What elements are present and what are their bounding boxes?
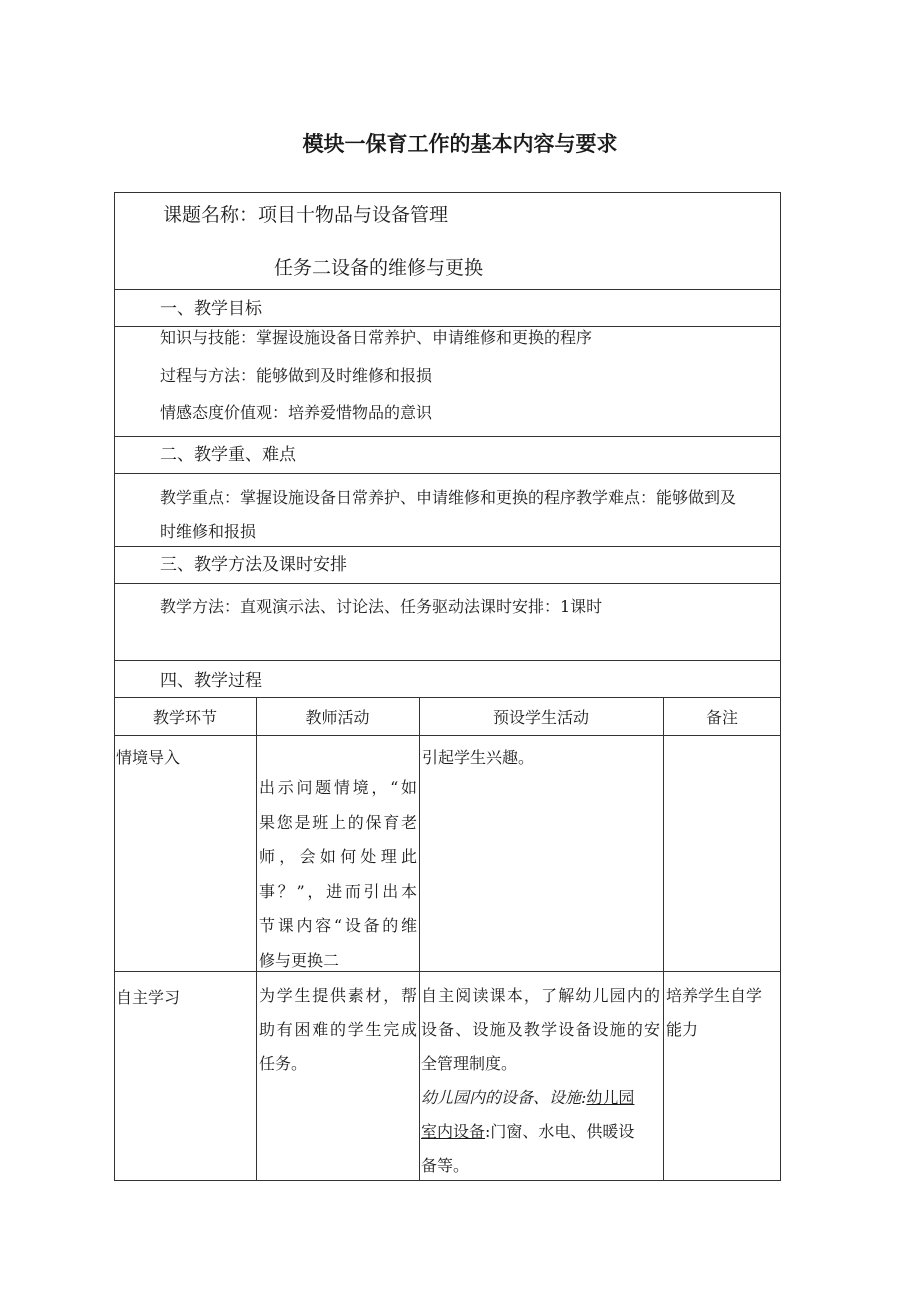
teacher-activity-cell [259,771,417,978]
row-divider [114,546,781,547]
text-line: 师，会如何处理此 [259,847,417,866]
text-line [421,1115,660,1149]
section-heading-process: 四、教学过程 [160,671,262,691]
methods-text: 教学方法：直观演示法、讨论法、任务驱动法课时安排：1课时 [160,597,603,616]
document-title: 模块一保育工作的基本内容与要求 [302,132,618,156]
text-line: 修与更换二 [259,950,340,970]
text-line: 备等。 [421,1156,470,1175]
row-divider [114,660,781,661]
column-divider [256,697,257,1181]
facilities-link: 幼儿园 [586,1088,635,1107]
course-task: 任务二设备的维修与更换 [274,257,484,279]
student-activity-cell: 引起学生兴趣。 [422,748,535,767]
column-header-stage: 教学环节 [152,708,217,727]
key-points-line-2: 时维修和报损 [160,522,257,541]
row-divider [114,436,781,437]
column-divider [663,697,664,1181]
text-line: 自主阅读课本，了解幼儿园内的 [421,986,660,1005]
row-divider [114,697,781,698]
column-header-teacher: 教师活动 [305,708,370,727]
text-line: 培养学生自学 [666,986,763,1005]
column-header-student: 预设学生活动 [492,708,589,727]
student-activity-cell [421,979,660,1183]
text-line: 设备、设施及教学设备设施的安 [421,1020,660,1039]
indoor-equipment-link: 室内设备 [421,1122,486,1141]
course-name: 课题名称：项目十物品与设备管理 [163,204,449,226]
row-divider [114,326,781,327]
row-divider [114,289,781,290]
objective-emotion: 情感态度价值观：培养爱惜物品的意识 [160,403,433,422]
stage-cell: 情境导入 [116,748,181,767]
objective-knowledge: 知识与技能：掌握设施设备日常养护、申请维修和更换的程序 [160,328,593,347]
row-divider [114,473,781,474]
note-cell [666,979,778,1047]
section-heading-methods: 三、教学方法及课时安排 [160,555,347,575]
text-line: 能力 [666,1020,699,1039]
text-line: 节课内容“设备的维 [259,916,417,935]
column-divider [419,697,420,1181]
text-line: 为学生提供素材，帮 [259,986,417,1005]
facilities-label: 幼儿园内的设备、设施: [421,1088,587,1107]
row-divider [114,971,781,972]
text-line: 出示问题情境，“如 [259,778,417,797]
text-line: 任务。 [259,1054,308,1073]
key-points-line-1: 教学重点：掌握设施设备日常养护、申请维修和更换的程序教学难点：能够做到及 [160,488,737,507]
row-divider [114,735,781,736]
text-line [421,1081,660,1115]
column-header-note: 备注 [705,708,738,727]
stage-cell: 自主学习 [116,988,181,1007]
section-heading-objectives: 一、教学目标 [160,299,262,319]
row-divider [114,583,781,584]
objective-process: 过程与方法：能够做到及时维修和报损 [160,366,433,385]
text-line: 助有困难的学生完成 [259,1020,417,1039]
text-line: 全管理制度。 [421,1054,518,1073]
teacher-activity-cell [259,979,417,1081]
text-line: 事？”，进而引出本 [259,881,417,901]
section-heading-key-points: 二、教学重、难点 [160,445,296,465]
text-line: 果您是班上的保育老 [259,812,417,832]
indoor-equipment-list: :门窗、水电、供暖设 [485,1122,635,1141]
